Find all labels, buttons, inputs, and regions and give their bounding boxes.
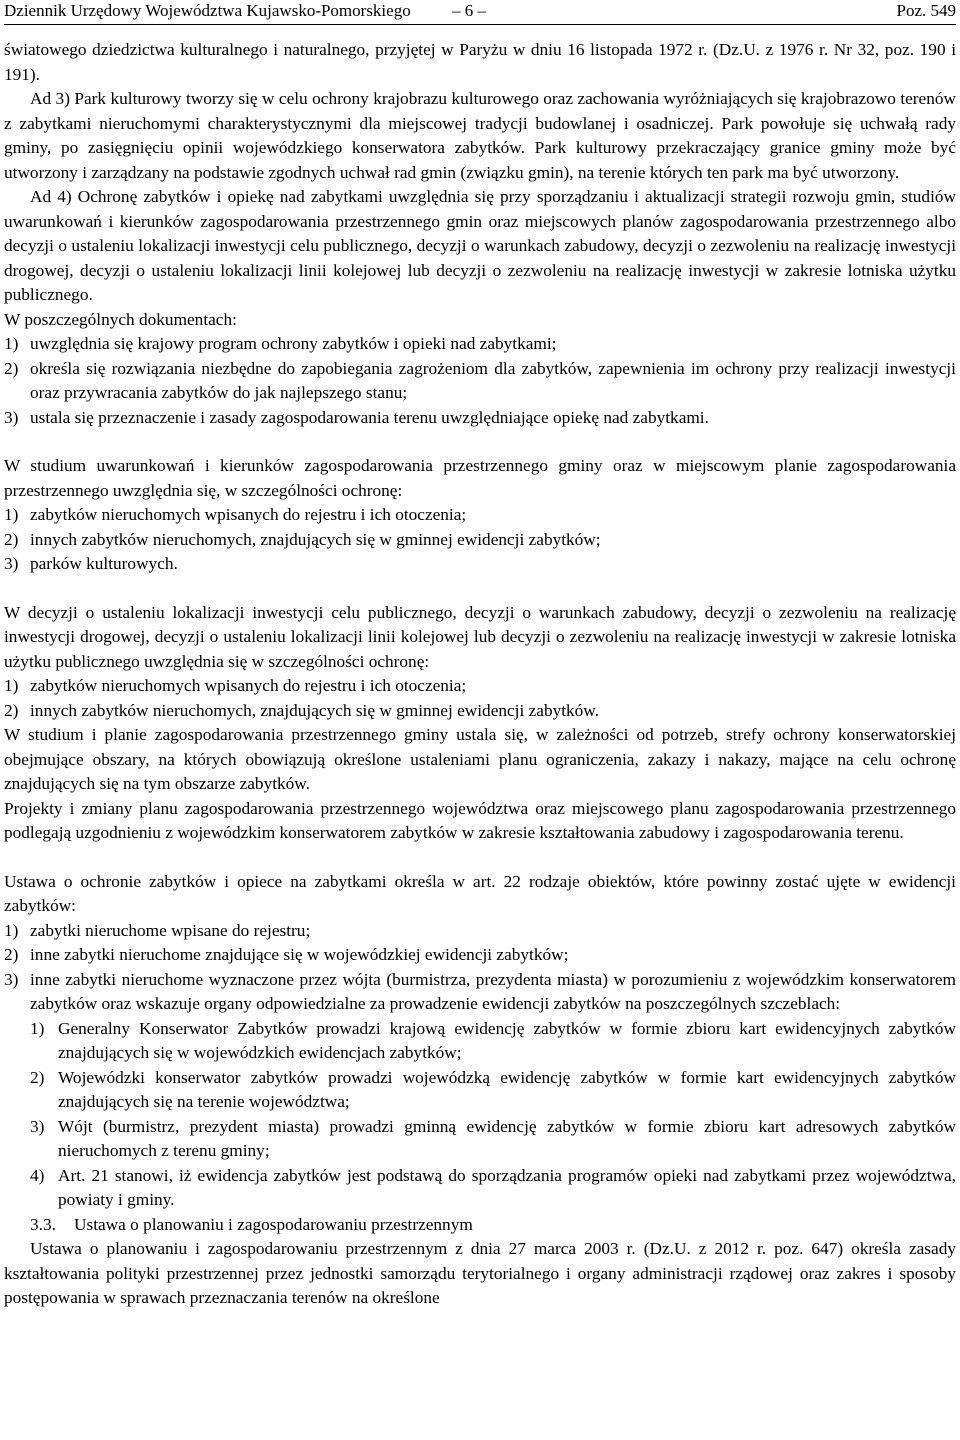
list-item [4,528,956,553]
list-item [4,943,956,968]
paragraph-gap [4,430,956,454]
list-text: Wójt (burmistrz, prezydent miasta) prowadzi gminną ewidencję zabytków w formie zbioru kart adresowych zabytków nieruchomych z terenu gminy; [58,1116,956,1160]
paragraph-gap [4,846,956,870]
paragraph: Ad 4) Ochronę zabytków i opiekę nad zabytkami uwzględnia się przy sporządzaniu i aktualizacji strategii rozwoju gmin, studiów uwarunkowań i kierunków zagospodarowania przestrzennego gmin oraz miejscowych planów zagospodarowania przestrzennego albo decyzji o ustaleniu lokalizacji inwestycji celu publicznego, decyzji o warunkach zabudowy, decyzji o zezwoleniu na realizację inwestycji drogowej, decyzji o ustaleniu lokalizacji linii kolejowej lub decyzji o zezwoleniu na realizację inwestycji w zakresie lotniska użytku publicznego. [4,187,956,304]
page-number: – 6 – [452,1,486,20]
sub-list [4,1017,956,1066]
sub-list-item [30,1017,956,1066]
list-text: innych zabytków nieruchomych, znajdujących się w gminnej ewidencji zabytków. [30,700,599,720]
list-text: Generalny Konserwator Zabytków prowadzi krajową ewidencję zabytków w formie zbioru kart ewidencyjnych zabytków znajdujących się w wojewódzkich ewidencjach zabytków; [58,1018,956,1062]
list-text: określa się rozwiązania niezbędne do zapobiegania zagrożeniom dla zabytków, zapewnienia im ochrony przy realizacji inwestycji oraz przywracania zabytków do jak najlepszego stanu; [30,358,956,402]
list-number: 3.3. [30,1214,56,1234]
sub-list-item [30,1066,956,1115]
list-text: zabytków nieruchomych wpisanych do rejestru i ich otoczenia; [30,505,467,524]
list-number: 2) [4,945,19,964]
list-item [4,332,956,357]
list-text: Art. 21 stanowi, iż ewidencja zabytków jest podstawą do sporządzania programów opieki nad zabytkami przez województwa, powiaty i gminy. [58,1165,956,1209]
paragraph: W decyzji o ustaleniu lokalizacji inwestycji celu publicznego, decyzji o warunkach zabudowy, decyzji o zezwoleniu na realizację inwestycji drogowej, decyzji o ustaleniu lokalizacji linii kolejowej lub decyzji o zezwoleniu na realizację inwestycji w zakresie lotniska użytku publicznego uwzględnia się w szczególności ochronę: [4,602,956,671]
list-number: 1) [4,505,19,524]
list-number: 1) [4,920,19,940]
list-text: innych zabytków nieruchomych, znajdujących się w gminnej ewidencji zabytków; [30,529,601,549]
list-item [4,674,956,699]
list-text: Wojewódzki konserwator zabytków prowadzi wojewódzką ewidencję zabytków w formie kart ewidencyjnych zabytków znajdujących się na terenie województwa; [58,1067,956,1111]
list-number: 1) [4,676,19,695]
list-text: zabytki nieruchome wpisane do rejestru; [30,920,311,940]
position-number: Poz. 549 [896,1,956,20]
page-header [4,0,956,25]
document-body [4,38,956,1311]
list-text: inne zabytki nieruchome znajdujące się w wojewódzkiej ewidencji zabytków; [30,945,569,964]
list-number: 2) [4,529,19,549]
journal-title: Dziennik Urzędowy Województwa Kujawsko-Pomorskiego [4,1,411,20]
list-number: 1) [4,334,19,353]
paragraph-gap [4,577,956,601]
paragraph: Projekty i zmiany planu zagospodarowania przestrzennego województwa oraz miejscowego planu zagospodarowania przestrzennego podlegają uzgodnieniu z wojewódzkim konserwatorem zabytków w zakresie kształtowania zabudowy i zagospodarowania terenu. [4,798,956,842]
list-item [4,406,956,431]
list-text: parków kulturowych. [30,554,178,573]
paragraph: Ustawa o planowaniu i zagospodarowaniu przestrzennym z dnia 27 marca 2003 r. (Dz.U. z 2012 r. poz. 647) określa zasady kształtowania polityki przestrzennej przez jednostki samorządu terytorialnego i organy administracji rządowej oraz zakres i sposoby postępowania w sprawach przeznaczania terenów na określone [4,1239,956,1307]
paragraph: W poszczególnych dokumentach: [4,309,237,329]
paragraph: Ad 3) Park kulturowy tworzy się w celu ochrony krajobrazu kulturowego oraz zachowania wyróżniających się krajobrazowo terenów z zabytkami nieruchomymi charakterystycznymi dla miejscowej tradycji budowlanej i osadniczej. Park powołuje się uchwałą rady gminy, po zasięgnięciu opinii wojewódzkiego konserwatora zabytków. Park kulturowy przekraczający granice gminy może być utworzony i zarządzany na podstawie zgodnych uchwał rad gmin (związku gmin), na terenie których ten park ma być utworzony. [4,89,956,182]
list-number: 4) [30,1165,45,1185]
list-number: 2) [30,1067,45,1087]
list-number: 3) [4,969,19,989]
list-number: 1) [30,1018,45,1038]
sub-list [4,1115,956,1164]
list-item [4,357,956,406]
paragraph: Ustawa o ochronie zabytków i opiece na zabytkami określa w art. 22 rodzaje obiektów, które powinny zostać ujęte w ewidencji zabytków: [4,871,956,915]
paragraph: W studium uwarunkowań i kierunków zagospodarowania przestrzennego gminy oraz w miejscowym planie zagospodarowania przestrzennego uwzględnia się, w szczególności ochronę: [4,456,956,500]
list-number: 2) [4,358,19,378]
list-item [4,968,956,1017]
list-text: inne zabytki nieruchome wyznaczone przez wójta (burmistrza, prezydenta miasta) w porozumieniu z wojewódzkim konserwatorem zabytków oraz wskazuje organy odpowiedzialne za prowadzenie ewidencji zabytków na poszczególnych szczeblach: [30,969,956,1013]
list-number: 2) [4,700,19,720]
list-item [4,503,956,528]
list-text: uwzględnia się krajowy program ochrony zabytków i opieki nad zabytkami; [30,334,557,353]
list-item [4,699,956,724]
sub-list-item [30,1115,956,1164]
list-text: ustala się przeznaczenie i zasady zagospodarowania terenu uwzględniające opiekę nad zabytkami. [30,407,709,427]
paragraph: W studium i planie zagospodarowania przestrzennego gminy ustala się, w zależności od potrzeb, strefy ochrony konserwatorskiej obejmujące obszary, na których obowiązują określone ustaleniami planu ograniczenia, zakazy i nakazy, mające na celu ochronę znajdujących się na tym obszarze zabytków. [4,725,956,793]
sub-list [4,1066,956,1115]
list-text: Ustawa o planowaniu i zagospodarowaniu przestrzennym [74,1214,473,1234]
section-heading [4,1213,956,1238]
list-number: 3) [30,1116,45,1136]
paragraph: światowego dziedzictwa kulturalnego i naturalnego, przyjętej w Paryżu w dniu 16 listopada 1972 r. (Dz.U. z 1976 r. Nr 32, poz. 190 i 191). [4,40,956,84]
list-number: 3) [4,407,19,427]
list-text: zabytków nieruchomych wpisanych do rejestru i ich otoczenia; [30,676,467,695]
list-item [4,552,956,577]
list-number: 3) [4,554,19,573]
sub-list [4,1164,956,1213]
list-item [4,919,956,944]
sub-list-item [30,1164,956,1213]
